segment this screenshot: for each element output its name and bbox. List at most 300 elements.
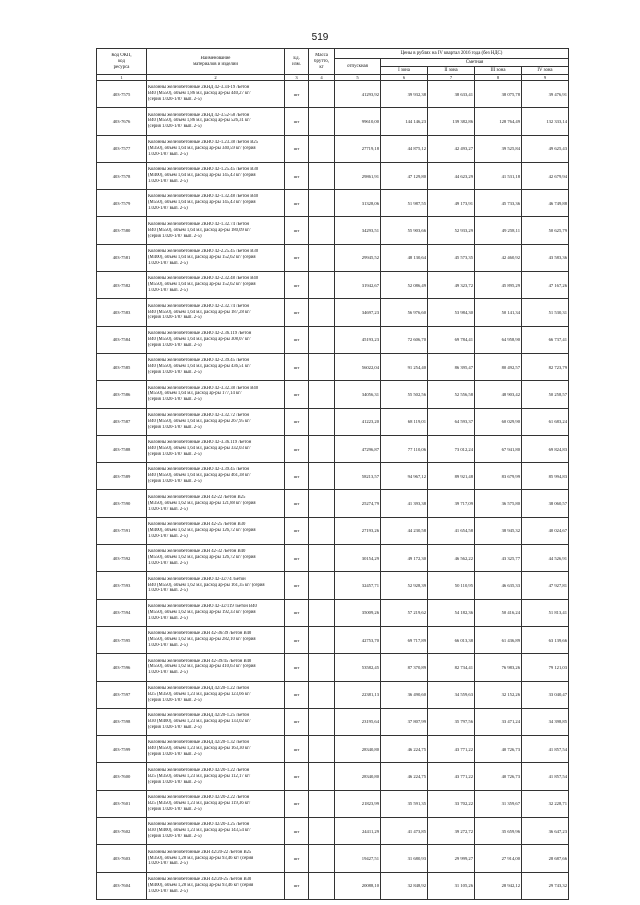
- price-zone-4: 47 927,81: [522, 572, 569, 599]
- mass: [309, 490, 335, 517]
- resource-code: 403-7601: [97, 790, 147, 817]
- resource-code: 403-7593: [97, 572, 147, 599]
- price-zone-3: 38 945,32: [475, 517, 522, 544]
- table-row: [97, 708, 569, 735]
- price-zone-1: 52 086,49: [381, 272, 428, 299]
- price-zone-4: 29 743,32: [522, 872, 569, 899]
- price-wholesale: 24411,29: [335, 818, 381, 845]
- header-wholesale: отпускная: [335, 59, 381, 75]
- price-wholesale: 35009,26: [335, 599, 381, 626]
- price-zone-4: 34 398,85: [522, 708, 569, 735]
- price-zone-2: 52 556,58: [428, 381, 475, 408]
- mass: [309, 135, 335, 162]
- price-zone-1: 46 224,75: [381, 736, 428, 763]
- material-name-line: (серия 1.020-1/87 вып. 2-5): [148, 806, 202, 812]
- resource-code: 403-7591: [97, 517, 147, 544]
- price-zone-1: 144 146,23: [381, 108, 428, 135]
- material-name-line: 1.020-1/87 вып. 2-5): [148, 615, 188, 621]
- price-zone-4: 49 625,43: [522, 135, 569, 162]
- price-zone-1: 69 717,89: [381, 626, 428, 653]
- col-num: 4: [309, 75, 335, 81]
- header-zone-2: II зона: [428, 67, 475, 75]
- price-zone-3: 43 325,77: [475, 545, 522, 572]
- table-row: [97, 681, 569, 708]
- material-name-line: Колонны железобетонные 2КН 42-39/45 /Бетон В40: [148, 658, 252, 664]
- material-name-line: Колонны железобетонные 2КНО 42-1.23.38 /Бетон В25: [148, 139, 259, 145]
- unit: шт: [285, 435, 309, 462]
- unit: шт: [285, 135, 309, 162]
- material-name: [147, 463, 285, 490]
- material-name-line: Колонны железобетонные 2КН 42-22 /Бетон В25: [148, 494, 246, 500]
- price-zone-4: 40 024,67: [522, 517, 569, 544]
- material-name-line: В25 (М350), объем 1,23 м3, расход ар-ры 119,36 кг/: [148, 800, 251, 806]
- material-name-line: Колонны железобетонные 2КНО 42/20-2.22 /Бетон: [148, 795, 250, 800]
- resource-code: 403-7600: [97, 763, 147, 790]
- material-name-line: (М350), объем 1,28 м3, расход ар-ры 93,46 кг/ (серия: [148, 855, 254, 861]
- material-name: [147, 626, 285, 653]
- unit: шт: [285, 517, 309, 544]
- unit: шт: [285, 790, 309, 817]
- material-name-line: Колонны железобетонные 2КН 42/20-25 /Бетон В30: [148, 876, 252, 882]
- mass: [309, 272, 335, 299]
- price-zone-2: 29 999,27: [428, 845, 475, 872]
- unit: шт: [285, 736, 309, 763]
- mass: [309, 654, 335, 681]
- resource-code: 403-7579: [97, 190, 147, 217]
- price-zone-3: 83 679,99: [475, 463, 522, 490]
- material-name-line: Колонны железобетонные 2КНО 42-2.32.48 /Бетон В40: [148, 276, 259, 282]
- material-name-line: В40 (М550), объем 1,64 м3, расход ар-ры 187,28 кг/: [148, 309, 251, 315]
- material-name: [147, 162, 285, 189]
- table-row: [97, 545, 569, 572]
- material-name-line: (серия 1.020-1/87 вып. 2-5): [148, 834, 202, 840]
- material-name-line: (серия 1.020-1/87 вып. 2-5): [148, 315, 202, 321]
- table-row: [97, 490, 569, 517]
- material-name: [147, 599, 285, 626]
- material-name: [147, 381, 285, 408]
- price-zone-2: 139 382,86: [428, 108, 475, 135]
- material-name-line: В30 (М400), объем 1,23 м3, расход ар-ры 143,54 кг/: [148, 828, 251, 834]
- price-zone-1: 77 110,06: [381, 435, 428, 462]
- material-name-line: (М400), объем 1,64 м3, расход ар-ры 145,43 кг/ (серия: [148, 173, 256, 179]
- material-name-line: 1.020-1/87 вып. 2-5): [148, 533, 188, 539]
- material-name-line: В40 (М550), объем 1,64 м3, расход ар-ры 180,09 кг/: [148, 227, 251, 233]
- table-row: [97, 463, 569, 490]
- table-row: [97, 626, 569, 653]
- material-name: [147, 353, 285, 380]
- price-wholesale: 20088,10: [335, 872, 381, 899]
- price-zone-3: 50 141,34: [475, 299, 522, 326]
- unit: шт: [285, 545, 309, 572]
- resource-code: 403-7584: [97, 326, 147, 353]
- header-mass: Масса брутто, кг: [309, 49, 335, 75]
- mass: [309, 736, 335, 763]
- price-zone-1: 31 680,93: [381, 845, 428, 872]
- mass: [309, 572, 335, 599]
- table-row: [97, 326, 569, 353]
- page-number: 519: [311, 32, 329, 43]
- material-name-line: 1.020-1/87 вып. 2-5): [148, 178, 188, 184]
- table-row: [97, 736, 569, 763]
- header-zone-4: IV зона: [522, 67, 569, 75]
- price-zone-3: 32 152,26: [475, 681, 522, 708]
- unit: шт: [285, 599, 309, 626]
- material-name-line: Колонны железобетонные 2КНД 42-3.52-58 /Бетон: [148, 112, 250, 118]
- mass: [309, 872, 335, 899]
- mass: [309, 299, 335, 326]
- price-zone-2: 69 784,41: [428, 326, 475, 353]
- table-row: [97, 599, 569, 626]
- material-name-line: (серия 1.020-1/87 вып. 2-5): [148, 370, 202, 376]
- price-zone-1: 87 370,89: [381, 654, 428, 681]
- resource-code: 403-7676: [97, 108, 147, 135]
- col-num: 7: [428, 75, 475, 81]
- price-zone-2: 39 717,09: [428, 490, 475, 517]
- table-row: [97, 190, 569, 217]
- material-name: [147, 435, 285, 462]
- col-num: 8: [475, 75, 522, 81]
- table-row: [97, 108, 569, 135]
- table-row: [97, 353, 569, 380]
- table-row: [97, 845, 569, 872]
- price-zone-1: 68 119,01: [381, 408, 428, 435]
- price-wholesale: 19427,51: [335, 845, 381, 872]
- price-zone-2: 38 633,41: [428, 81, 475, 108]
- material-name-line: Колонны железобетонные 2КНО 42-3.32.38 /Бетон В40: [148, 385, 259, 391]
- col-num: 1: [97, 75, 147, 81]
- price-zone-4: 82 723,79: [522, 353, 569, 380]
- price-zone-3: 38 075,78: [475, 81, 522, 108]
- material-name-line: (М400), объем 1,64 м3, расход ар-ры 152,62 кг/ (серия: [148, 254, 256, 260]
- resource-code: 403-7586: [97, 381, 147, 408]
- price-zone-3: 46 635,33: [475, 572, 522, 599]
- price-zone-1: 36 490,60: [381, 681, 428, 708]
- price-wholesale: 41293,92: [335, 81, 381, 108]
- mass: [309, 217, 335, 244]
- table-row: [97, 272, 569, 299]
- resource-code: 403-7585: [97, 353, 147, 380]
- table-row: [97, 818, 569, 845]
- price-wholesale: 34293,51: [335, 217, 381, 244]
- price-zone-2: 33 702,22: [428, 790, 475, 817]
- material-name: [147, 490, 285, 517]
- unit: шт: [285, 217, 309, 244]
- price-zone-2: 39 272,72: [428, 818, 475, 845]
- mass: [309, 108, 335, 135]
- material-name-line: Колонны железобетонные 2КНО 42-1.32.48 /Бетон В40: [148, 194, 259, 200]
- price-wholesale: 34697,23: [335, 299, 381, 326]
- resource-code: 403-7575: [97, 81, 147, 108]
- price-zone-1: 48 130,64: [381, 244, 428, 271]
- price-zone-4: 39 476,91: [522, 81, 569, 108]
- table-row: [97, 790, 569, 817]
- material-name-line: В40 (М550), объем 1,86 м3, расход ар-ры 526,31 кг/: [148, 118, 251, 124]
- price-zone-1: 44 875,12: [381, 135, 428, 162]
- price-zone-2: 64 593,37: [428, 408, 475, 435]
- price-zone-4: 79 121,03: [522, 654, 569, 681]
- price-zone-2: 89 921,48: [428, 463, 475, 490]
- material-name: [147, 299, 285, 326]
- price-zone-4: 50 258,57: [522, 381, 569, 408]
- price-zone-3: 41 531,18: [475, 162, 522, 189]
- price-zone-4: 41 857,54: [522, 736, 569, 763]
- table-row: [97, 135, 569, 162]
- price-zone-1: 46 224,75: [381, 763, 428, 790]
- price-wholesale: 27193,26: [335, 517, 381, 544]
- material-name-line: В25 (М350), объем 1,23 м3, расход ар-ры 112,17 кг/: [148, 773, 251, 779]
- price-zone-2: 41 654,58: [428, 517, 475, 544]
- material-name-line: Колонны железобетонные 2КНО 42-3.36.119 /Бетон: [148, 440, 252, 446]
- price-zone-1: 57 219,62: [381, 599, 428, 626]
- mass: [309, 845, 335, 872]
- price-zone-3: 40 726,73: [475, 763, 522, 790]
- price-zone-4: 42 679,94: [522, 162, 569, 189]
- material-name-line: (М550), объем 1,62 м3, расход ар-ры 126,72 кг/ (серия: [148, 555, 256, 561]
- unit: шт: [285, 463, 309, 490]
- price-zone-4: 38 060,57: [522, 490, 569, 517]
- price-zone-4: 69 824,83: [522, 435, 569, 462]
- material-name-line: (М400), объем 1,62 м3, расход ар-ры 126,72 кг/ (серия: [148, 527, 256, 533]
- material-name-line: (серия 1.020-1/87 вып. 2-5): [148, 451, 202, 457]
- price-zone-3: 40 726,73: [475, 736, 522, 763]
- material-name-line: Колонны железобетонные 2КНО 42-2.25.45 /Бетон В30: [148, 249, 259, 255]
- price-table: [96, 48, 569, 900]
- material-name-line: 1.020-1/87 вып. 2-5): [148, 643, 188, 649]
- price-zone-1: 41 473,85: [381, 818, 428, 845]
- price-zone-2: 31 105,26: [428, 872, 475, 899]
- price-zone-1: 49 172,30: [381, 545, 428, 572]
- price-zone-2: 46 562,22: [428, 545, 475, 572]
- price-zone-2: 49 173,91: [428, 190, 475, 217]
- unit: шт: [285, 408, 309, 435]
- unit: шт: [285, 763, 309, 790]
- material-name-line: (М550), объем 1,62 м3, расход ар-ры 410,63 кг/ (серия: [148, 664, 256, 670]
- price-wholesale: 31328,06: [335, 190, 381, 217]
- material-name: [147, 81, 285, 108]
- resource-code: 403-7588: [97, 435, 147, 462]
- header-unit: Ед. изм.: [285, 49, 309, 75]
- material-name-line: Колонны железобетонные 2КНО 42-1.32.74 /Бетон: [148, 221, 250, 227]
- price-wholesale: 29861,91: [335, 162, 381, 189]
- material-name-line: Колонны железобетонные 2КНД 42/20-1.22 /Бетон: [148, 685, 250, 691]
- table-header: [97, 49, 569, 81]
- price-zone-2: 66 013,38: [428, 626, 475, 653]
- resource-code: 403-7598: [97, 708, 147, 735]
- material-name: [147, 190, 285, 217]
- price-zone-2: 53 984,30: [428, 299, 475, 326]
- table-row: [97, 654, 569, 681]
- header-estimate: Сметная: [381, 59, 569, 67]
- material-name: [147, 572, 285, 599]
- price-zone-3: 60 029,90: [475, 408, 522, 435]
- price-zone-4: 43 583,36: [522, 244, 569, 271]
- mass: [309, 708, 335, 735]
- price-zone-3: 42 460,92: [475, 244, 522, 271]
- price-zone-1: 51 987,55: [381, 190, 428, 217]
- price-wholesale: 42753,70: [335, 626, 381, 653]
- mass: [309, 681, 335, 708]
- header-name: Наименование материалов и изделий: [147, 49, 285, 75]
- header-price-title: Цены в рублях на IV квартал 2016 года (без НДС): [335, 49, 569, 59]
- material-name-line: В40 (М550), объем 1,64 м3, расход ар-ры 308,07 кг/: [148, 336, 251, 342]
- header-zone-3: III зона: [475, 67, 522, 75]
- price-zone-1: 91 254,40: [381, 353, 428, 380]
- header-code: Код ОКП, код ресурса: [97, 49, 147, 75]
- table-row: [97, 381, 569, 408]
- price-wholesale: 34056,31: [335, 381, 381, 408]
- material-name-line: 1.020-1/87 вып. 2-5): [148, 861, 188, 867]
- material-name-line: В40 (М550), объем 1,64 м3, расход ар-ры 332,03 кг/: [148, 446, 251, 452]
- table-row: [97, 244, 569, 271]
- resource-code: 403-7596: [97, 654, 147, 681]
- mass: [309, 244, 335, 271]
- table-row: [97, 872, 569, 899]
- table-row: [97, 299, 569, 326]
- material-name-line: 1.020-1/87 вып. 2-5): [148, 670, 188, 676]
- resource-code: 403-7578: [97, 162, 147, 189]
- mass: [309, 626, 335, 653]
- table-row: [97, 81, 569, 108]
- price-zone-2: 49 323,72: [428, 272, 475, 299]
- price-zone-2: 43 771,22: [428, 763, 475, 790]
- material-name: [147, 408, 285, 435]
- unit: шт: [285, 299, 309, 326]
- mass: [309, 381, 335, 408]
- unit: шт: [285, 490, 309, 517]
- resource-code: 403-7580: [97, 217, 147, 244]
- material-name-line: (серия 1.020-1/87 вып. 2-5): [148, 397, 202, 403]
- material-name-line: 1.020-1/87 вып. 2-5): [148, 888, 188, 894]
- price-zone-3: 45 895,29: [475, 272, 522, 299]
- material-name: [147, 545, 285, 572]
- material-name-line: 1.020-1/87 вып. 2-5): [148, 151, 188, 157]
- price-zone-2: 82 734,41: [428, 654, 475, 681]
- table-row: [97, 217, 569, 244]
- price-zone-3: 27 914,00: [475, 845, 522, 872]
- price-wholesale: 28340,80: [335, 736, 381, 763]
- resource-code: 403-7589: [97, 463, 147, 490]
- price-wholesale: 28340,80: [335, 763, 381, 790]
- material-name-line: Колонны железобетонные 2КНО 42-1.25.45 /Бетон В30: [148, 167, 259, 173]
- material-name-line: (М550), объем 1,64 м3, расход ар-ры 145,43 кг/ (серия: [148, 200, 256, 206]
- material-name-line: (серия 1.020-1/87 вып. 2-5): [148, 779, 202, 785]
- material-name: [147, 708, 285, 735]
- unit: шт: [285, 708, 309, 735]
- mass: [309, 81, 335, 108]
- material-name-line: В40 (М550), объем 1,62 м3, расход ар-ры 161,35 кг/ (серия: [148, 582, 265, 588]
- price-wholesale: 27719,18: [335, 135, 381, 162]
- table-row: [97, 162, 569, 189]
- unit: шт: [285, 572, 309, 599]
- price-zone-3: 33 471,24: [475, 708, 522, 735]
- price-zone-2: 52 933,29: [428, 217, 475, 244]
- col-num: 2: [147, 75, 285, 81]
- price-wholesale: 58213,57: [335, 463, 381, 490]
- material-name-line: (серия 1.020-1/87 вып. 2-5): [148, 342, 202, 348]
- material-name-line: (серия 1.020-1/87 вып. 2-5): [148, 424, 202, 430]
- resource-code: 403-7604: [97, 872, 147, 899]
- material-name-line: (М550), объем 1,64 м3, расход ар-ры 177,14 кг/: [148, 391, 242, 397]
- material-name-line: (М350), объем 1,64 м3, расход ар-ры 340,59 кг/ (серия: [148, 145, 256, 151]
- price-wholesale: 99610,00: [335, 108, 381, 135]
- price-zone-4: 50 625,79: [522, 217, 569, 244]
- material-name: [147, 244, 285, 271]
- unit: шт: [285, 244, 309, 271]
- price-zone-3: 61 436,89: [475, 626, 522, 653]
- table-row: [97, 435, 569, 462]
- price-wholesale: 47296,87: [335, 435, 381, 462]
- material-name: [147, 790, 285, 817]
- table-row: [97, 763, 569, 790]
- resource-code: 403-7583: [97, 299, 147, 326]
- price-zone-2: 50 110,95: [428, 572, 475, 599]
- price-zone-2: 54 182,36: [428, 599, 475, 626]
- material-name-line: Колонны железобетонные 2КНО 42/20-3.25 /Бетон: [148, 822, 250, 828]
- unit: шт: [285, 872, 309, 899]
- price-zone-1: 35 591,35: [381, 790, 428, 817]
- material-name-line: (М550), объем 1,62 м3, расход ар-ры 192,33 кг/ (серия: [148, 609, 256, 615]
- unit: шт: [285, 626, 309, 653]
- mass: [309, 545, 335, 572]
- resource-code: 403-7594: [97, 599, 147, 626]
- price-zone-3: 35 659,96: [475, 818, 522, 845]
- mass: [309, 326, 335, 353]
- unit: шт: [285, 326, 309, 353]
- unit: шт: [285, 81, 309, 108]
- material-name-line: Колонны железобетонные 2КНО 42-3.39.45 /Бетон: [148, 467, 250, 473]
- price-zone-1: 55 903,66: [381, 217, 428, 244]
- price-zone-4: 85 994,83: [522, 463, 569, 490]
- material-name-line: 1.020-1/87 вып. 2-5): [148, 206, 188, 212]
- price-wholesale: 29945,52: [335, 244, 381, 271]
- material-name-line: (серия 1.020-1/87 вып. 2-5): [148, 233, 202, 239]
- material-name-line: 1.020-1/87 вып. 2-5): [148, 506, 188, 512]
- col-num: 6: [381, 75, 428, 81]
- material-name-line: (серия 1.020-1/87 вып. 2-5): [148, 479, 202, 485]
- resource-code: 403-7599: [97, 736, 147, 763]
- price-zone-1: 52 928,39: [381, 572, 428, 599]
- price-zone-1: 44 230,58: [381, 517, 428, 544]
- material-name-line: Колонны железобетонные 2КН 42-32 /Бетон В40: [148, 549, 246, 555]
- table-body: [97, 81, 569, 900]
- price-zone-3: 31 359,67: [475, 790, 522, 817]
- price-zone-3: 45 733,36: [475, 190, 522, 217]
- material-name-line: Колонны железобетонные 2КНО 42-32/74 /Бетон: [148, 576, 246, 582]
- unit: шт: [285, 272, 309, 299]
- resource-code: 403-7602: [97, 818, 147, 845]
- mass: [309, 599, 335, 626]
- resource-code: 403-7581: [97, 244, 147, 271]
- resource-code: 403-7587: [97, 408, 147, 435]
- material-name-line: В40 (М550), объем 1,23 м3, расход ар-ры 163,30 кг/: [148, 746, 251, 752]
- material-name: [147, 736, 285, 763]
- price-zone-4: 41 857,54: [522, 763, 569, 790]
- price-zone-1: 41 393,38: [381, 490, 428, 517]
- material-name-line: Колонны железобетонные 2КНО 42-2.39.45 /Бетон: [148, 358, 250, 364]
- material-name-line: Колонны железобетонные 2КНО 42-2.32.74 /Бетон: [148, 303, 250, 309]
- unit: шт: [285, 381, 309, 408]
- material-name: [147, 872, 285, 899]
- mass: [309, 763, 335, 790]
- table-row: [97, 517, 569, 544]
- material-name-line: 1.020-1/87 вып. 2-5): [148, 288, 188, 294]
- price-zone-2: 73 012,24: [428, 435, 475, 462]
- price-zone-1: 37 807,99: [381, 708, 428, 735]
- price-wholesale: 56022,04: [335, 353, 381, 380]
- price-zone-4: 132 333,14: [522, 108, 569, 135]
- material-name-line: 1.020-1/87 вып. 2-5): [148, 260, 188, 266]
- mass: [309, 162, 335, 189]
